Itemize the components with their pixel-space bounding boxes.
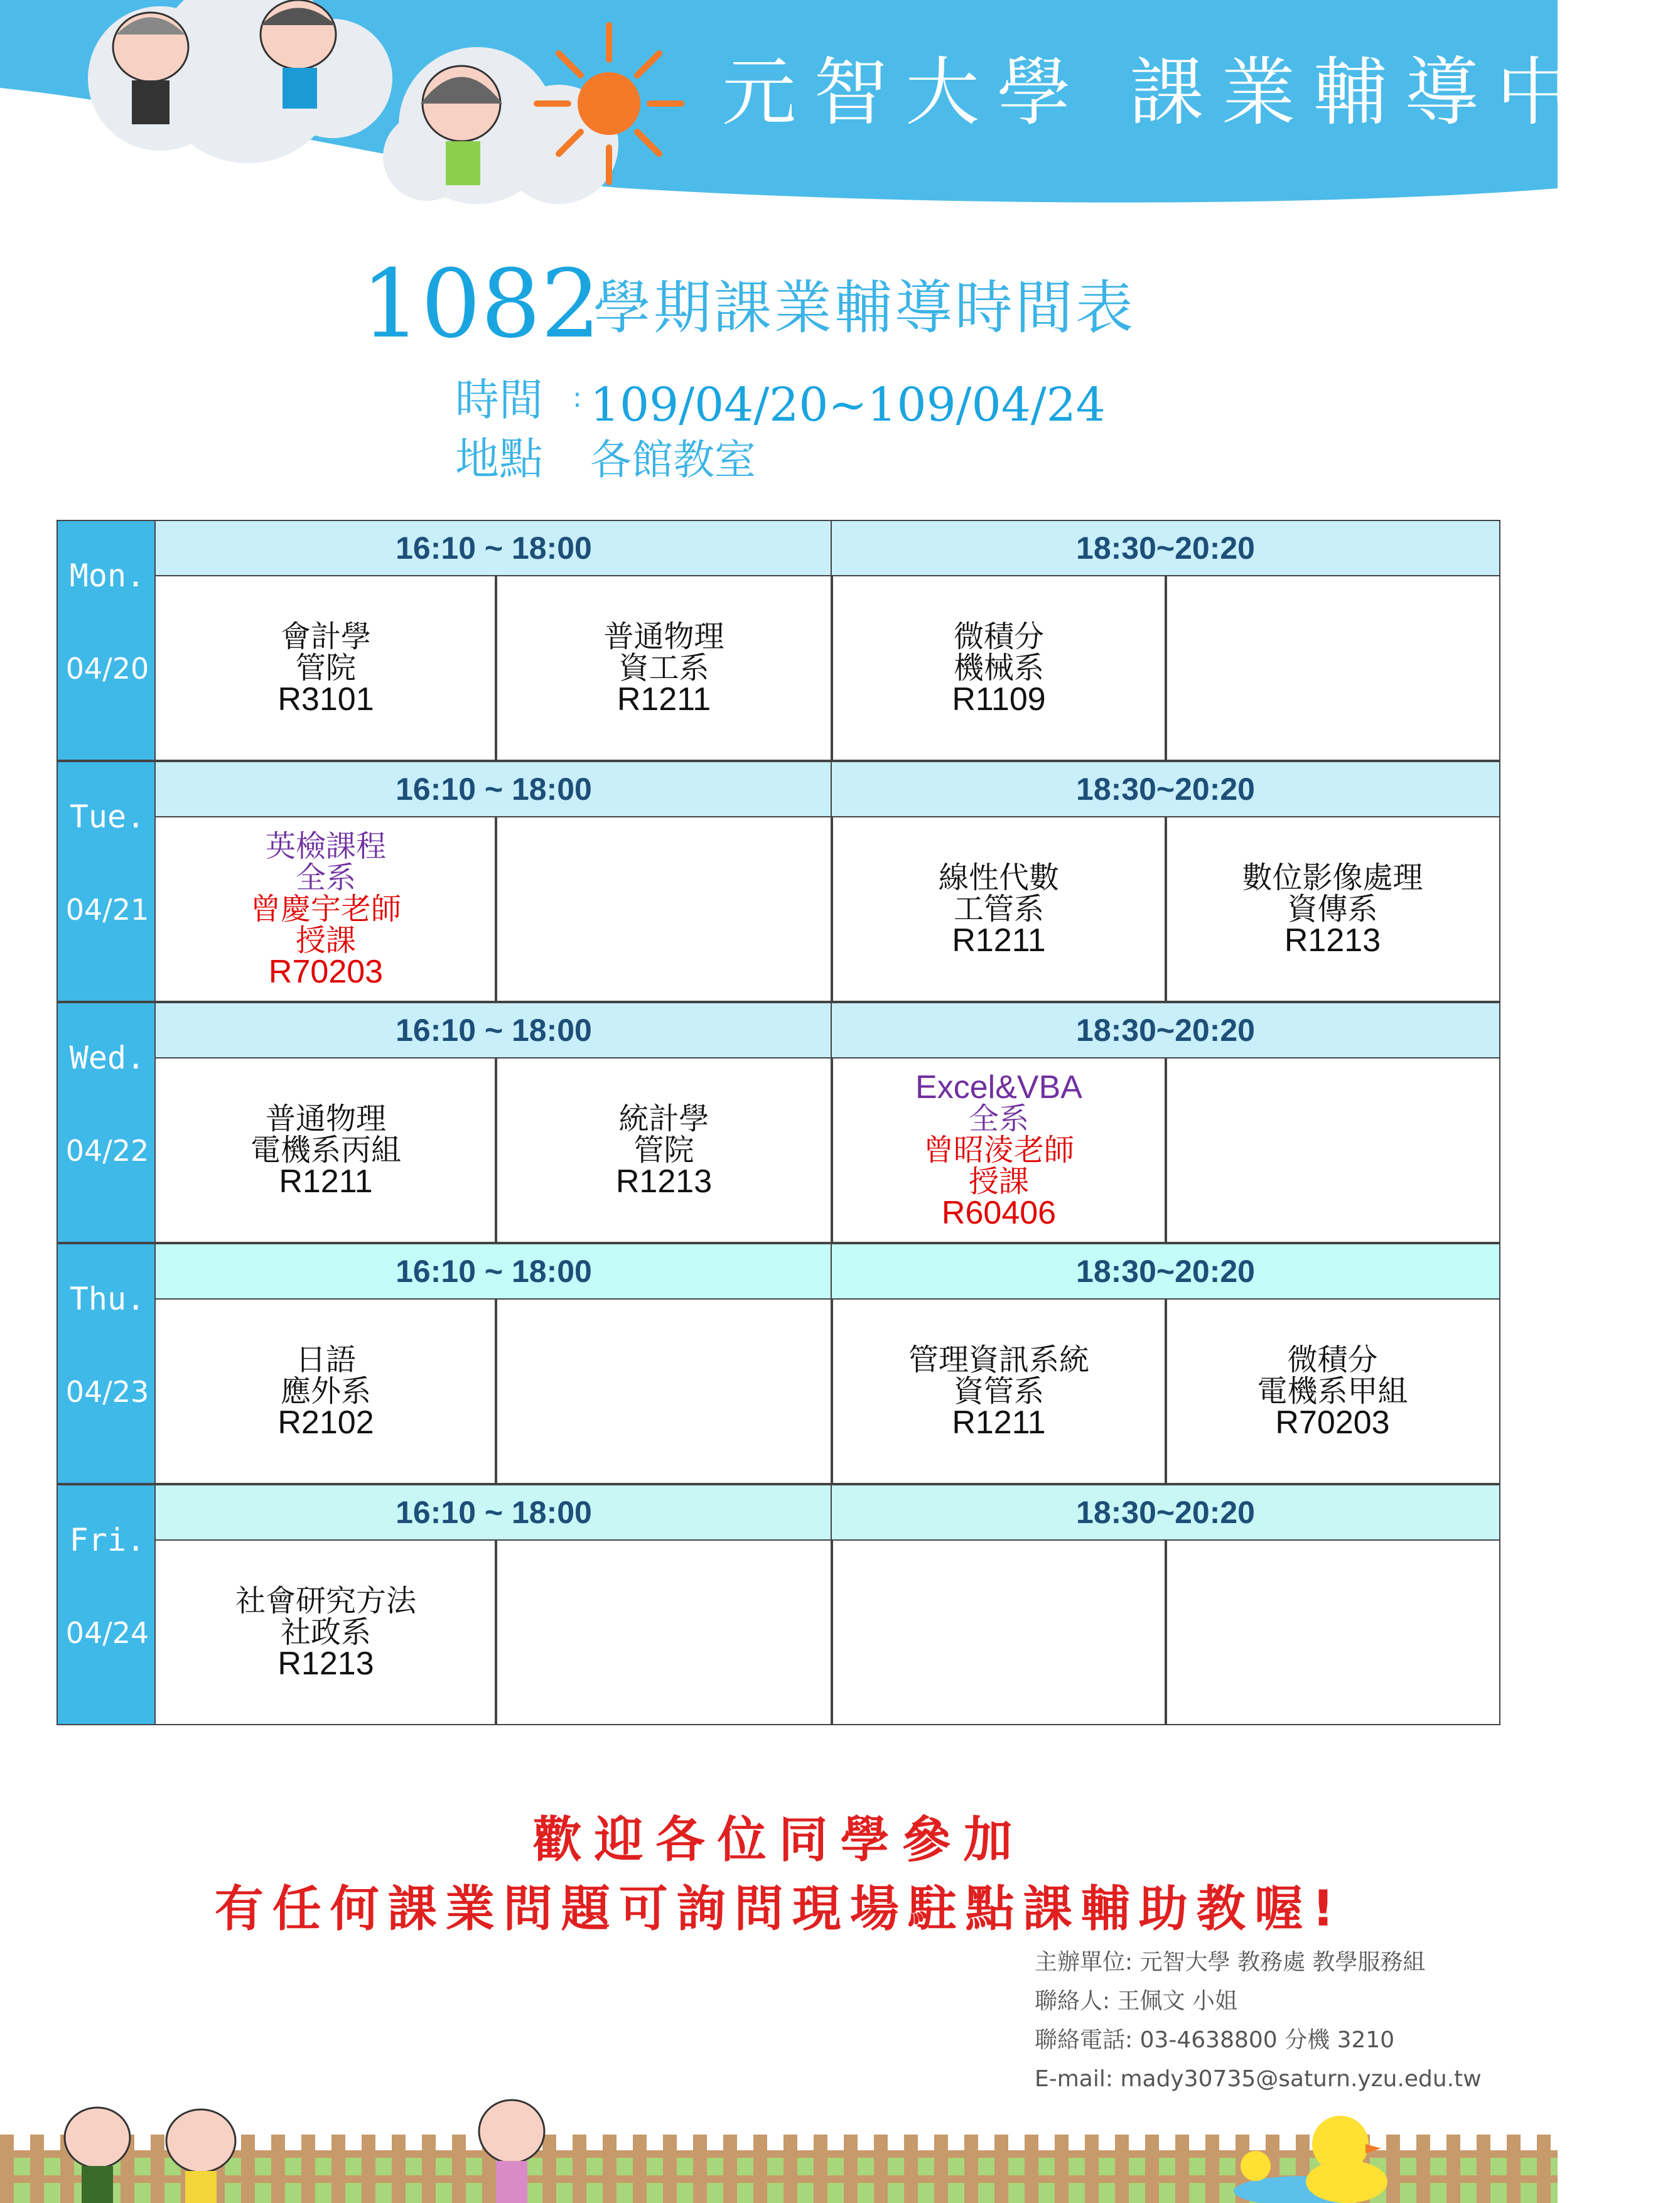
course-room: R2102: [277, 1404, 374, 1441]
welcome-line-2: 有任何課業問題可詢問現場駐點課輔助教喔!: [214, 1881, 1343, 1937]
course-cell: [154, 1539, 497, 1725]
course-text: 管理資訊系統: [908, 1342, 1089, 1377]
day-name: Wed.: [69, 1040, 146, 1076]
place-value: 各館教室: [590, 436, 756, 484]
course-text: 電機系丙組: [250, 1133, 401, 1168]
fence-post: [753, 2135, 767, 2203]
course-cell: [831, 1057, 1167, 1243]
fence-post: [271, 2135, 285, 2203]
day-date: 04/21: [65, 893, 149, 927]
phone-text: 聯絡電話: 03-4638800 分機 3210: [1035, 2027, 1395, 2053]
fence-post: [814, 2135, 827, 2203]
fence-post: [1085, 2135, 1099, 2203]
footer-illustration: [0, 2091, 1558, 2203]
day-column: [57, 1243, 156, 1484]
fence-post: [1446, 2135, 1460, 2203]
course-text: 曾昭淩老師: [923, 1133, 1074, 1168]
course-text: 統計學: [618, 1101, 709, 1136]
organizer-text: 主辦單位: 元智大學 教務處 教學服務組: [1035, 1949, 1426, 1975]
fence-post: [844, 2135, 858, 2203]
course-room: R1213: [1284, 922, 1381, 959]
time-slot-header: 16:10 ~ 18:00: [154, 1243, 833, 1300]
fence-post: [1537, 2135, 1551, 2203]
course-cell: [831, 1298, 1167, 1484]
course-text: 授課: [968, 1164, 1029, 1199]
course-room: R70203: [268, 954, 384, 990]
course-cell: [1165, 1057, 1500, 1243]
course-room: R1211: [279, 1163, 373, 1200]
time-slot-header: 16:10 ~ 18:00: [154, 1002, 833, 1058]
day-row: [57, 1484, 1500, 1725]
fence-post: [392, 2135, 406, 2203]
course-cell: [831, 816, 1167, 1002]
fence-post: [362, 2135, 375, 2203]
place-label: 地點: [455, 433, 543, 485]
course-cell: [154, 1298, 497, 1484]
course-text: 管院: [295, 650, 356, 686]
fence-post: [783, 2135, 797, 2203]
time-colon: :: [573, 382, 582, 414]
day-date: 04/22: [65, 1134, 149, 1168]
schedule-title: 學期課業輔導時間表: [593, 274, 1136, 342]
day-name: Tue.: [69, 799, 146, 835]
fence-post: [1416, 2135, 1430, 2203]
course-cell: [1165, 1298, 1500, 1484]
day-column: [57, 1484, 156, 1725]
fence-post: [904, 2135, 918, 2203]
fence-post: [0, 2135, 14, 2203]
fence-post: [693, 2135, 707, 2203]
course-room: R1211: [617, 681, 711, 718]
course-room: Excel&VBA: [915, 1069, 1082, 1106]
day-date: 04/20: [65, 652, 149, 686]
course-room: R1213: [277, 1646, 374, 1682]
fence-post: [452, 2135, 466, 2203]
fence-post: [151, 2135, 164, 2203]
course-cell: [1165, 1539, 1500, 1725]
fence-post: [723, 2135, 737, 2203]
course-room: R1211: [952, 922, 1046, 959]
fence-post: [241, 2135, 255, 2203]
course-text: 英檢課程: [265, 829, 386, 864]
course-text: 社政系: [280, 1615, 371, 1650]
contact-person-text: 聯絡人: 王佩文 小姐: [1035, 1988, 1238, 2014]
course-cell: [1165, 816, 1500, 1002]
course-text: 社會研究方法: [235, 1583, 416, 1619]
fence-post: [1477, 2135, 1490, 2203]
time-slot-header: 18:30~20:20: [831, 1243, 1500, 1300]
semester-number: 1082: [361, 250, 601, 359]
course-cell: [495, 575, 833, 761]
day-date: 04/23: [65, 1375, 149, 1409]
course-text: 電機系甲組: [1257, 1374, 1408, 1409]
course-text: 數位影像處理: [1242, 860, 1423, 895]
course-text: 線性代數: [938, 860, 1059, 895]
time-slot-header: 18:30~20:20: [831, 1002, 1500, 1058]
course-room: R70203: [1275, 1404, 1390, 1441]
time-slot-header: 18:30~20:20: [831, 520, 1500, 576]
center-title: 元智大學 課業輔導中心: [722, 49, 1680, 136]
fence-post: [874, 2135, 888, 2203]
fence-post: [1205, 2135, 1219, 2203]
fence-post: [934, 2135, 948, 2203]
course-text: 全系: [295, 860, 356, 895]
course-room: R1109: [952, 681, 1046, 718]
day-name: Mon.: [69, 557, 146, 594]
course-room: R1211: [952, 1404, 1046, 1441]
day-column: [57, 761, 156, 1002]
day-row: [57, 520, 1500, 761]
course-room: R1213: [615, 1163, 713, 1200]
course-cell: [831, 1539, 1167, 1725]
time-label: 時間: [455, 374, 543, 426]
course-text: 機械系: [953, 650, 1044, 686]
fence-post: [994, 2135, 1008, 2203]
course-text: 微積分: [1287, 1342, 1378, 1377]
fence-post: [603, 2135, 617, 2203]
course-cell: [831, 575, 1167, 761]
fence-post: [964, 2135, 978, 2203]
course-cell: [154, 575, 497, 761]
time-slot-header: 16:10 ~ 18:00: [154, 520, 833, 576]
fence-post: [1025, 2135, 1038, 2203]
fence-post: [1386, 2135, 1400, 2203]
day-column: [57, 1002, 156, 1243]
fence-post: [1145, 2135, 1159, 2203]
course-text: 普通物理: [603, 619, 724, 654]
fence-post: [1055, 2135, 1069, 2203]
day-row: [57, 761, 1500, 1002]
day-column: [57, 520, 156, 761]
course-text: 管院: [633, 1133, 694, 1168]
welcome-line-1: 歡迎各位同學參加: [532, 1812, 1025, 1868]
fence-post: [301, 2135, 315, 2203]
fence-post: [663, 2135, 677, 2203]
course-cell: [154, 816, 497, 1002]
course-cell: [154, 1057, 497, 1243]
day-date: 04/24: [65, 1616, 149, 1650]
course-room: R60406: [941, 1195, 1057, 1231]
course-cell: [495, 816, 833, 1002]
course-cell: [495, 1298, 833, 1484]
time-slot-header: 18:30~20:20: [831, 1484, 1500, 1541]
course-text: 微積分: [953, 619, 1044, 654]
course-text: 會計學: [280, 619, 371, 654]
course-text: 普通物理: [265, 1101, 386, 1136]
fence-post: [1115, 2135, 1129, 2203]
time-slot-header: 18:30~20:20: [831, 761, 1500, 817]
course-text: 日語: [295, 1342, 356, 1377]
day-row: [57, 1002, 1500, 1243]
course-text: 資工系: [618, 650, 709, 686]
course-text: 資管系: [953, 1374, 1044, 1409]
course-text: 授課: [295, 923, 356, 958]
fence-post: [542, 2135, 556, 2203]
fence-post: [573, 2135, 586, 2203]
fence-post: [422, 2135, 436, 2203]
day-name: Thu.: [69, 1281, 146, 1317]
course-text: 資傳系: [1287, 891, 1378, 927]
time-value: 109/04/20~109/04/24: [590, 378, 1106, 432]
day-name: Fri.: [69, 1522, 146, 1558]
course-text: 全系: [968, 1101, 1029, 1136]
time-slot-header: 16:10 ~ 18:00: [154, 1484, 833, 1541]
fence-post: [30, 2135, 44, 2203]
fence-post: [1507, 2135, 1521, 2203]
course-cell: [1165, 575, 1500, 761]
fence-post: [331, 2135, 345, 2203]
fence-post: [1175, 2135, 1189, 2203]
course-text: 應外系: [280, 1374, 371, 1409]
course-text: 工管系: [953, 891, 1044, 927]
fence-post: [633, 2135, 647, 2203]
time-slot-header: 16:10 ~ 18:00: [154, 761, 833, 817]
day-row: [57, 1243, 1500, 1484]
email-text: E-mail: mady30735@saturn.yzu.edu.tw: [1035, 2066, 1482, 2092]
course-cell: [495, 1057, 833, 1243]
course-room: R3101: [277, 681, 374, 718]
course-cell: [495, 1539, 833, 1725]
course-text: 曾慶宇老師: [250, 891, 401, 927]
